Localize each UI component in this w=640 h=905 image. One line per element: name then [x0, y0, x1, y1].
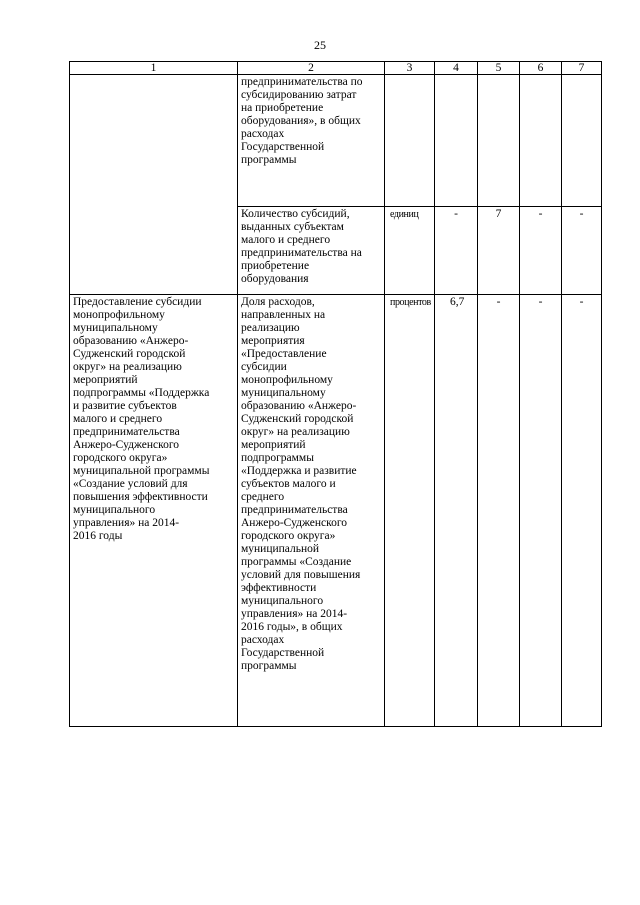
header-cell: 1	[70, 62, 238, 75]
value-cell: -	[478, 295, 520, 727]
table-row	[70, 295, 602, 727]
value-cell	[435, 75, 478, 207]
activity-cell	[70, 75, 238, 295]
header-cell: 5	[478, 62, 520, 75]
indicator-cell: Количество субсидий, выданных субъектам малого и среднего предпринимательства на приобретение оборудования	[238, 207, 385, 295]
value-cell: 6,7	[435, 295, 478, 727]
unit-cell: единиц	[385, 207, 435, 295]
header-cell: 7	[562, 62, 602, 75]
value-cell: 7	[478, 207, 520, 295]
value-cell	[478, 75, 520, 207]
value-cell: -	[520, 207, 562, 295]
header-cell: 2	[238, 62, 385, 75]
value-cell: -	[562, 295, 602, 727]
header-cell: 6	[520, 62, 562, 75]
value-cell	[562, 75, 602, 207]
value-cell: -	[562, 207, 602, 295]
unit-cell	[385, 75, 435, 207]
header-cell: 3	[385, 62, 435, 75]
header-cell: 4	[435, 62, 478, 75]
table-row	[70, 75, 602, 207]
unit-cell: процентов	[385, 295, 435, 727]
table-header-row	[70, 62, 602, 75]
indicator-cell: предпринимательства по субсидированию затрат на приобретение оборудования», в общих расходах Государственной программы	[238, 75, 385, 207]
indicator-cell: Доля расходов, направленных на реализацию мероприятия «Предоставление субсидии монопрофильному муниципальному образованию «Анжеро- Судженский городской округ» на реализацию мероприятий подпрограммы «Поддержка и развитие субъектов малого и среднего предпринимательства Анжеро-Судженского городского округа» муниципальной программы «Создание условий для повышения эффективности муниципального управления» на 2014- 2016 годы», в общих расходах Государственной программы	[238, 295, 385, 727]
indicators-table	[69, 61, 602, 727]
page-number: 25	[314, 38, 326, 52]
activity-cell: Предоставление субсидии монопрофильному муниципальному образованию «Анжеро- Судженский городской округ» на реализацию мероприятий подпрограммы «Поддержка и развитие субъектов малого и среднего предпринимательства Анжеро-Судженского городского округа» муниципальной программы «Создание условий для повышения эффективности муниципального управления» на 2014- 2016 годы	[70, 295, 238, 727]
value-cell: -	[520, 295, 562, 727]
value-cell	[520, 75, 562, 207]
value-cell: -	[435, 207, 478, 295]
